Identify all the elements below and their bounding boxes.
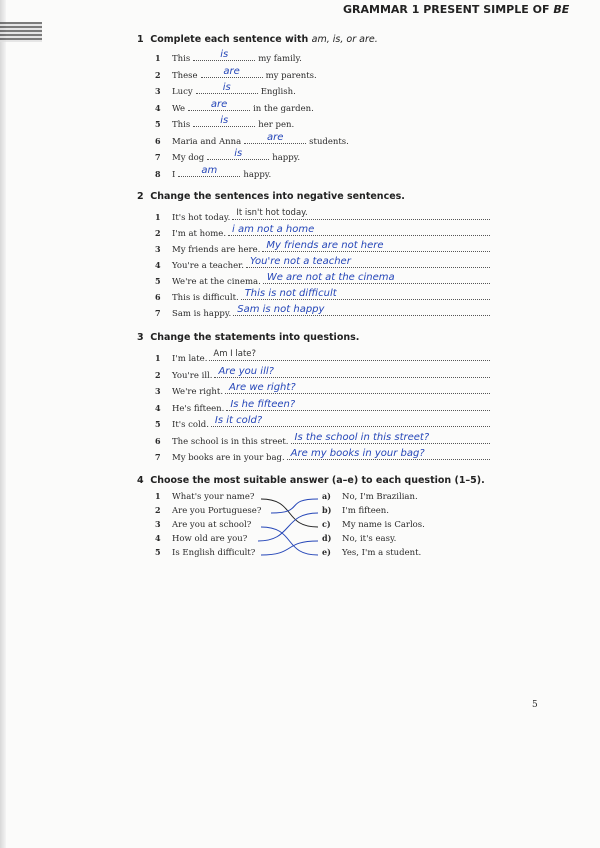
item-number: 3 bbox=[155, 86, 161, 96]
statement: You're a teacher. bbox=[172, 261, 244, 271]
sentence-start: This bbox=[172, 120, 191, 130]
handwritten-answer: You're not a teacher bbox=[249, 256, 351, 267]
sentence-end: in the garden. bbox=[253, 103, 314, 114]
statement: The school is in this street. bbox=[172, 436, 289, 447]
title-italic: BE bbox=[553, 3, 570, 16]
sentence-end: my parents. bbox=[265, 70, 317, 81]
handwritten-answer: Are you ill? bbox=[218, 365, 274, 377]
handwritten-answer: It isn't hot today. bbox=[236, 208, 308, 218]
heading-text: Choose the most suitable answer (a–e) to each question (1–5). bbox=[150, 475, 485, 486]
option-text: I'm fifteen. bbox=[342, 506, 389, 516]
handwritten-answer: is bbox=[234, 148, 243, 159]
item-number: 4 bbox=[155, 402, 161, 413]
handwritten-answer: Are my books in your bag? bbox=[290, 448, 425, 459]
heading-words: am, is, or are. bbox=[311, 34, 378, 45]
statement: My books are in your bag. bbox=[172, 453, 285, 463]
question-text: How old are you? bbox=[172, 534, 248, 544]
question-text: What's your name? bbox=[172, 492, 255, 502]
statement: You're ill. bbox=[172, 370, 213, 381]
option-letter: c) bbox=[322, 519, 331, 529]
sentence-start: Maria and Anna bbox=[172, 136, 242, 147]
item-number: 7 bbox=[155, 152, 161, 162]
sentence-start: We bbox=[172, 103, 186, 114]
handwritten-answer: are bbox=[266, 131, 284, 143]
option-letter: b) bbox=[322, 505, 332, 515]
handwritten-answer: Sam is not happy bbox=[237, 304, 325, 315]
item-number: 7 bbox=[155, 452, 161, 462]
handwritten-answer: is bbox=[222, 82, 231, 93]
statement: Sam is happy. bbox=[172, 309, 232, 319]
option-letter: e) bbox=[322, 547, 331, 557]
item-number: 4 bbox=[155, 260, 161, 270]
section-num: 2 bbox=[137, 191, 144, 202]
sentence-end: her pen. bbox=[258, 120, 295, 130]
sentence-end: happy. bbox=[243, 169, 272, 180]
item-number: 4 bbox=[155, 102, 161, 113]
item-number: 5 bbox=[155, 276, 161, 286]
statement: My friends are here. bbox=[172, 245, 261, 255]
question-text: Are you at school? bbox=[172, 520, 252, 530]
option-letter: d) bbox=[322, 533, 332, 543]
handwritten-answer: i am not a home bbox=[232, 224, 315, 235]
item-number: 3 bbox=[155, 519, 161, 529]
option-text: No, I'm Brazilian. bbox=[342, 492, 418, 502]
item-number: 2 bbox=[155, 69, 161, 80]
handwritten-answer: is bbox=[220, 49, 229, 60]
handwritten-answer: Is the school in this street? bbox=[294, 431, 430, 443]
match-line-2-a bbox=[271, 499, 318, 513]
page-number: 5 bbox=[532, 700, 538, 710]
statement: I'm late. bbox=[172, 354, 208, 364]
handwritten-answer: am bbox=[201, 164, 218, 176]
option-text: No, it's easy. bbox=[342, 534, 397, 544]
handwritten-answer: Am I late? bbox=[213, 349, 257, 359]
heading-text: Change the sentences into negative sentences. bbox=[150, 191, 405, 202]
sentence-end: my family. bbox=[258, 54, 302, 64]
section-num: 4 bbox=[137, 475, 144, 486]
heading-text: Complete each sentence with bbox=[150, 34, 309, 45]
item-number: 2 bbox=[155, 228, 161, 238]
handwritten-answer: Are we right? bbox=[229, 382, 296, 393]
item-number: 6 bbox=[155, 292, 161, 302]
section-num: 3 bbox=[137, 332, 144, 343]
statement: This is difficult. bbox=[172, 293, 239, 303]
item-number: 3 bbox=[155, 386, 161, 396]
item-number: 3 bbox=[155, 244, 161, 254]
sentence-end: happy. bbox=[272, 153, 301, 163]
item-number: 6 bbox=[155, 135, 161, 146]
sentence-end: students. bbox=[309, 136, 349, 147]
statement: We're right. bbox=[172, 387, 224, 397]
statement: He's fifteen. bbox=[172, 403, 225, 414]
handwritten-answer: We are not at the cinema bbox=[266, 272, 395, 283]
sentence-start: My dog bbox=[172, 153, 205, 163]
item-number: 1 bbox=[155, 212, 161, 222]
handwritten-answer: are bbox=[223, 65, 240, 77]
statement: It's cold. bbox=[172, 420, 209, 430]
option-text: My name is Carlos. bbox=[342, 520, 425, 530]
item-number: 5 bbox=[155, 547, 161, 557]
item-number: 7 bbox=[155, 308, 161, 318]
option-text: Yes, I'm a student. bbox=[342, 548, 422, 558]
item-number: 6 bbox=[155, 435, 161, 446]
handwritten-answer: My friends are not here bbox=[266, 240, 384, 251]
handwritten-answer: Is it cold? bbox=[214, 415, 263, 426]
handwritten-answer: Is he fifteen? bbox=[230, 398, 296, 410]
item-number: 4 bbox=[155, 533, 161, 543]
handwritten-answer: is bbox=[220, 115, 229, 126]
item-number: 5 bbox=[155, 119, 161, 129]
title-text: GRAMMAR 1 PRESENT SIMPLE OF bbox=[343, 3, 550, 16]
sentence-start: This bbox=[172, 54, 191, 64]
statement: It's hot today. bbox=[172, 213, 231, 223]
question-text: Is English difficult? bbox=[172, 548, 256, 558]
item-number: 8 bbox=[155, 168, 161, 179]
question-text: Are you Portuguese? bbox=[172, 506, 262, 516]
sentence-start: I bbox=[172, 169, 176, 180]
item-number: 2 bbox=[155, 505, 161, 515]
heading-text: Change the statements into questions. bbox=[150, 332, 360, 343]
match-line-5-d bbox=[261, 541, 318, 555]
item-number: 5 bbox=[155, 419, 161, 429]
item-number: 1 bbox=[155, 53, 161, 63]
sentence-start: Lucy bbox=[172, 87, 193, 97]
statement: We're at the cinema. bbox=[172, 277, 261, 287]
item-number: 1 bbox=[155, 491, 161, 501]
item-number: 2 bbox=[155, 369, 161, 380]
statement: I'm at home. bbox=[172, 229, 227, 239]
handwritten-answer: are bbox=[210, 98, 228, 110]
option-letter: a) bbox=[322, 491, 331, 501]
item-number: 1 bbox=[155, 353, 161, 363]
handwritten-answer: This is not difficult bbox=[244, 288, 337, 299]
sentence-end: English. bbox=[260, 87, 296, 97]
section-num: 1 bbox=[137, 34, 144, 45]
sentence-start: These bbox=[172, 70, 198, 81]
match-line-1-c bbox=[261, 499, 318, 527]
